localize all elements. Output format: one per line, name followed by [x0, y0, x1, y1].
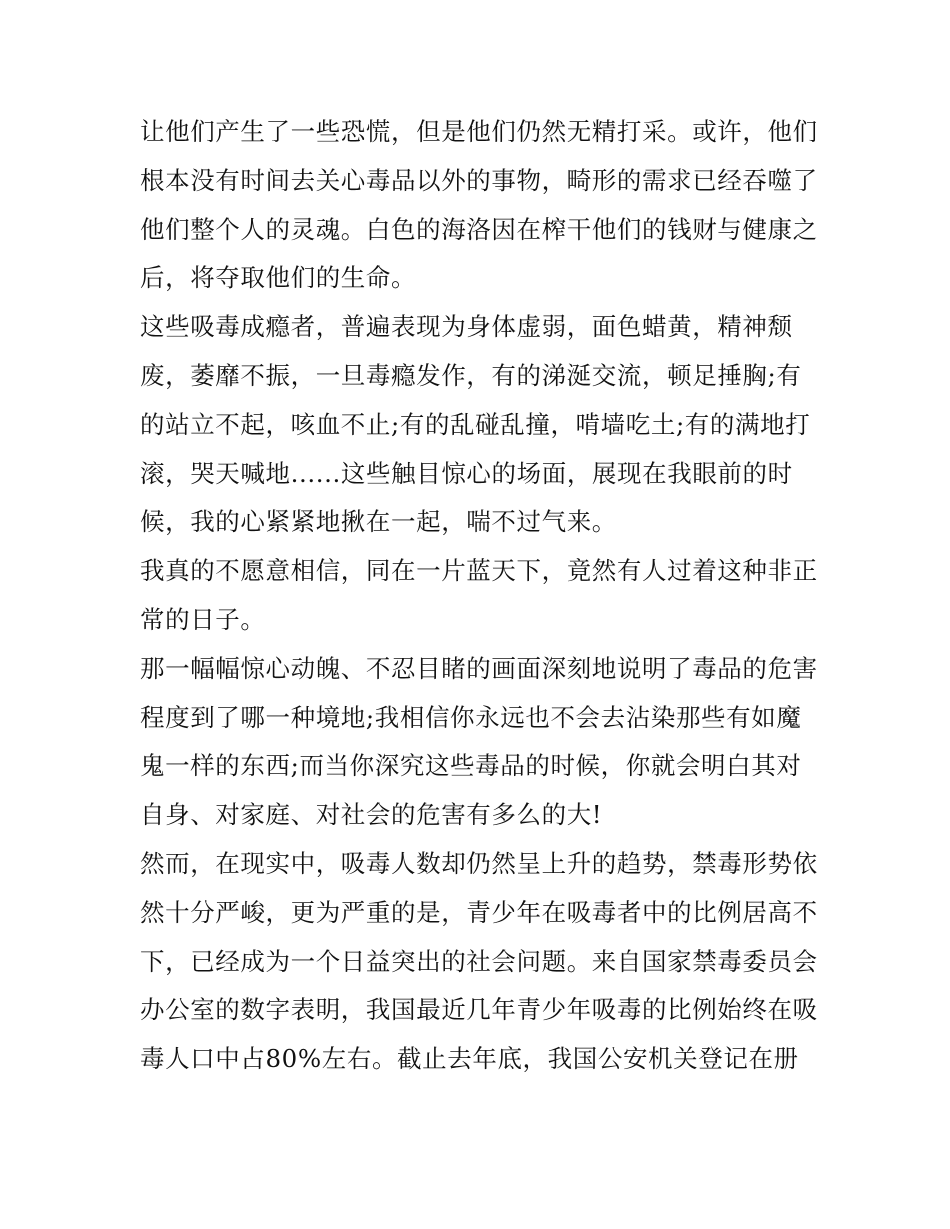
text-line: 废，萎靡不振，一旦毒瘾发作，有的涕涎交流，顿足捶胸;有: [140, 360, 802, 390]
text-line: 这些吸毒成瘾者，普遍表现为身体虚弱，面色蜡黄，精神颓: [140, 312, 793, 342]
text-line: 候，我的心紧紧地揪在一起，喘不过气来。: [140, 507, 617, 537]
text-line: 让他们产生了一些恐慌，但是他们仍然无精打采。或许，他们: [140, 117, 818, 146]
text-line: 的站立不起，咳血不止;有的乱碰乱撞，啃墙吃土;有的满地打: [140, 409, 811, 439]
text-line: 下，已经成为一个日益突出的社会问题。来自国家禁毒委员会: [140, 946, 818, 976]
text-line: 我真的不愿意相信，同在一片蓝天下，竟然有人过着这种非正: [140, 556, 818, 586]
text-line: 滚，哭天喊地......这些触目惊心的场面，展现在我眼前的时: [140, 458, 793, 488]
document-body: [140, 108, 820, 1084]
text-line: 他们整个人的灵魂。白色的海洛因在榨干他们的钱财与健康之: [140, 214, 818, 244]
text-line: 那一幅幅惊心动魄、不忍目睹的画面深刻地说明了毒品的危害: [140, 653, 818, 683]
text-line: 然十分严峻，更为严重的是，青少年在吸毒者中的比例居高不: [140, 897, 818, 927]
text-line: 根本没有时间去关心毒品以外的事物，畸形的需求已经吞噬了: [140, 165, 818, 195]
text-line: 自身、对家庭、对社会的危害有多么的大!: [140, 800, 603, 830]
text-line: 然而，在现实中，吸毒人数却仍然呈上升的趋势，禁毒形势依: [140, 848, 818, 878]
text-line: 常的日子。: [140, 604, 266, 634]
text-line: 后，将夺取他们的生命。: [140, 263, 417, 293]
text-line: 办公室的数字表明，我国最近几年青少年吸毒的比例始终在吸: [140, 995, 818, 1025]
text-line: 鬼一样的东西;而当你深究这些毒品的时候，你就会明白其对: [140, 751, 802, 781]
text-line: 程度到了哪一种境地;我相信你永远也不会去沾染那些有如魔: [140, 702, 802, 732]
text-line: 毒人口中占80%左右。截止去年底，我国公安机关登记在册: [140, 1044, 799, 1074]
